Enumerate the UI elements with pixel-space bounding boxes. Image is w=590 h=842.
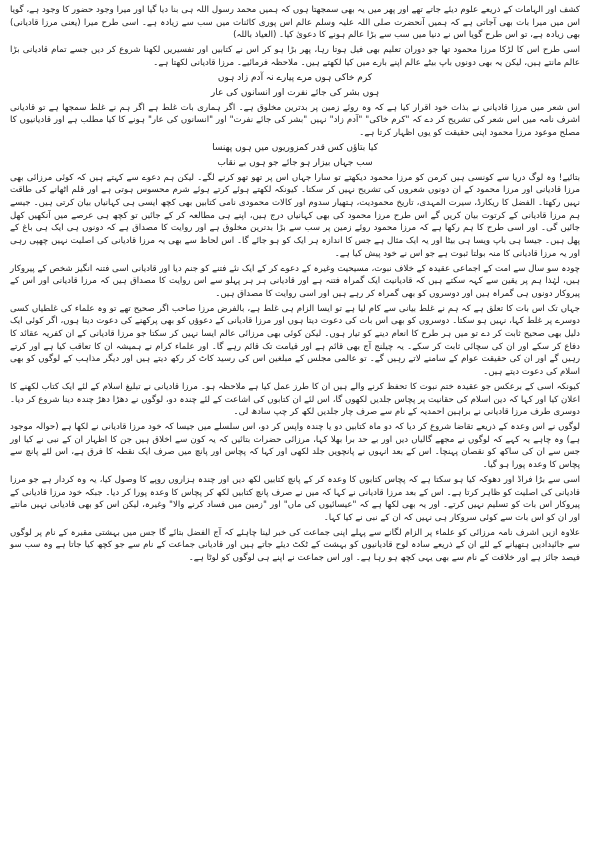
verse-line: کرم خاکی ہوں مرے پیارے نہ آدم زاد ہوں xyxy=(217,72,373,83)
paragraph: کیونکہ اسی کے برعکس جو عقیدہ ختم نبوت کا تحفظ کرنے والے ہیں ان کا طرز عمل کیا ہے ملاحظہ ہو۔ مرزا قادیانی نے تبلیغ اسلام کے لئے ایک کتاب لکھنے کا اعلان کیا اور کہا کہ دین اسلام کی حقانیت پر پچاس جلدیں لکھوں گا، اس لئے ان کتابوں کی اشاعت کے لئے چندہ دو، لوگوں نے دھڑا دھڑ چندہ دینا شروع کر دیا۔ دوسری طرف مرزا قادیانی نے براہین احمدیہ کے نام سے صرف چار جلدیں لکھ کر چپ سادھ لی۔ xyxy=(10,381,580,418)
paragraph: بتائیے! وہ لوگ دریا سے کونسی ہیں کرمن کو مرزا محمود دیکھتے تو سارا جہاں اس پر تھو تھو کرنے لگے۔ لیکن ہم دعوے سے کہتے ہیں کہ کوئی مرزائی بھی مرزا قادیانی اور مرزا محمود کے ان دونوں شعروں کی تشریح نہیں کر سکتا۔ کیونکہ لکھتے ہوئے کرتے ہوئے شرم محسوس ہوتی ہے اور قلم اٹھانے کی طاقت نہیں رکھتا۔ الفضل کا ریکارڈ، سیرت المہدی، تاریخ محمودیت، ہتھیار سدوم اور کالات محمودی نامی کتابیں بھی کچھ ایسی ہی کہانیاں بیان کرتی ہیں۔ جیسے ہم مرزا قادیانی کے کرتوت بیان کریں گے اس طرح مرزا محمود کی بھی کہانیاں درج ہیں، اپنے ہی مطالعہ کر کے جائیں تو کچھ ہی عرصے میں آنکھیں کھل جائیں گی۔ اور اسی طرح کا ہم رکھا ہے کہ مرزا محمود روئے زمین پر سب سے بڑا بدترین مخلوق ہے اور روایت کا مصداق ہے کہ دونوں ہی ایک ہی باغ کے پھل ہیں۔ جیسا ہی باپ ویسا ہی بیٹا اور یہ ایک مثال ہے جس کا اندازہ ہر ایک کو ہو جائے گا۔ اس لحاظ سے بھی یہ مرزا قادیانی کی اصلیت نہیں چھپی رہی اور یہ مرزا قادیانی کا منہ بولتا ثبوت ہے جو اس نے خود پیش کیا ہے۔ xyxy=(10,172,580,259)
paragraph: چودہ سو سال سے امت کے اجماعی عقیدہ کے خلاف نبوت، مسیحیت وغیرہ کے دعوے کر کے ایک نئے فتنے کو جنم دیا اور قادیانی اسی فتنہ انگیز شخص کے پیروکار ہیں، لہٰذا ہم پر یقین سے کہہ سکتے ہیں کہ قادیانیت ایک گمراہ فتنہ ہے اور قادیانی ہر ہر پہلو سے اس روایت کا مصداق ہیں کہ مرزا قادیانی اور اس کے پیروکار دونوں ہی گمراہ ہیں اور دوسروں کو بھی گمراہ کر رہے ہیں اور اسی روایت کا مصداق ہیں۔ xyxy=(10,263,580,299)
verse-line: ہوں بشر کی جائے نفرت اور انسانوں کی عار xyxy=(210,87,380,98)
verse-block xyxy=(10,72,580,100)
paragraph: علاوہ ازیں اشرف نامہ مرزائی کو علماء پر الزام لگانے سے پہلے اپنی جماعت کی خبر لینا چاہئے کہ آج الفضل بتائے گا جس میں بہشتی مقبرہ کے نام پر لوگوں سے جائیدادیں ہتھیانے کے لئے ان کے ذریعے سادہ لوح قادیانیوں کو بہشت کے ٹکٹ دیئے جاتے ہیں اور قادیانی جماعت کے نام سے جو کچھ کیا جاتا ہے وہ سب سو فیصد جائز ہے اور خلافت کے نام سے بھی یہی کچھ ہو رہا ہے۔ اور اس جماعت نے اپنے ہی لوگوں کو لوٹا ہے۔ xyxy=(10,527,580,564)
paragraph: اسی سے بڑا فراڈ اور دھوکہ کیا ہو سکتا ہے کہ پچاس کتابوں کا وعدہ کر کے پانچ کتابیں لکھ دیں اور چندہ ہزاروں روپے کا وصول کیا، یہ وہ کردار ہے جو مرزا قادیانی کی اصلیت کو ظاہر کرتا ہے۔ اس کے بعد مرزا قادیانی نے کہا کہ میں نے صرف پانچ کتابیں لکھ کر پچاس کا وعدہ پورا کر دیا۔ جبکہ خود مرزا قادیانی کے پیروکار اس بات کو تسلیم نہیں کرتے۔ اور یہ بھی لکھا ہے کہ "عیسائیوں کی ماں" اور "زمین میں فساد کرنے والا" وغیرہ، لیکن اس کو بھی قادیانی نہیں مانتے اور ان کو اس بات سے کوئی سروکار ہی نہیں کہ ان کے نبی نے کیا کہا۔ xyxy=(10,474,580,523)
verse-line: کیا بتاؤں کس قدر کمزوریوں میں ہوں پھنسا xyxy=(212,142,378,153)
paragraph: اس شعر میں مرزا قادیانی نے بذات خود اقرار کیا ہے کہ وہ روئے زمین پر بدترین مخلوق ہے۔ اگر ہماری بات غلط ہے اگر ہم نے غلط سمجھا ہے تو قادیانی اشرف نامہ میں اس شعر کی تشریح کر دے کہ "کرم خاکی" "آدم زاد" نہیں "بشر کی جائے نفرت" اور "انسانوں کی عار" ہونے کا کیا مطلب ہے اور قادیانیوں کا مصلح موعود مرزا محمود اپنی حقیقت کو یوں اظہار کرتا ہے۔ xyxy=(10,102,580,138)
paragraph: کشف اور الہامات کے ذریعے علوم دیئے جاتے تھے اور پھر میں یہ بھی سمجھتا ہوں کہ ہمیں محمد رسول اللہ ہی بنا دیا گیا اور میرا وجود حضور کا وجود ہے، گویا اس میں میرا بات بھی آجاتی ہے کہ ہمیں آنحضرت صلی اللہ علیہ وسلم عالم اس پوری کائنات میں سب سے زیادہ ہے۔ اسی طرح میرا (یعنی مرزا قادیانی) بھی زیادہ ہے، تو اس طرح گویا اس نے دنیا میں سب سے بڑا عالم ہونے کا دعویٰ کیا۔ (العیاذ باللہ) xyxy=(10,5,580,41)
paragraph: لوگوں نے اس وعدہ کے ذریعے تقاضا شروع کر دیا کہ دو ماہ کتابیں دو یا چندہ واپس کر دو، اس سلسلے میں جیسا کہ خود مرزا قادیانی نے لکھا ہے (حوالہ موجود ہے) وہ چاہے یہ کہے کہ لوگوں نے مجھے گالیاں دیں اور بے حد برا بھلا کہا، مرزائی حضرات بتائیں کہ یہ کون سے اخلاق ہیں جن کا اظہار ان کے نبی نے کیا اور جس سے ان کی ساکھ کو نقصان پہنچا۔ اس کے بعد انہوں نے پانچویں جلد لکھی اور کہا کہ پچاس اور پانچ میں صرف ایک نقطہ کا فرق ہے، اس لئے پانچ سے پچاس کا وعدہ پورا ہو گیا۔ xyxy=(10,421,580,471)
paragraph: اسی طرح اس کا لڑکا مرزا محمود تھا جو دوران تعلیم بھی فیل ہوتا رہا، پھر بڑا ہو کر اس نے کتابیں اور تفسیریں لکھنا شروع کر دیں جسے تمام قادیانی بڑا عالم مانتے ہیں، لیکن یہ بھی دونوں باپ بیٹے عالم اپنے بارے میں کیا لکھتے ہیں۔ ملاحظہ فرمائیے۔ مرزا قادیانی لکھتا ہے۔ xyxy=(10,45,580,68)
paragraph: جہاں تک اس بات کا تعلق ہے کہ ہم نے غلط بیانی سے کام لیا ہے تو ایسا الزام ہی غلط ہے، بالفرض مرزا صاحب اگر صحیح تھے تو وہ علماء کی غلطیاں کسی دوسرے پر غلط کہا، نہیں ہو سکتا۔ دوسروں کو بھی اس بات کی دعوت دیتا ہوں اور مرزا قادیانی کے دعوؤں کو بھی پرکھنے کی دعوت دیتا ہوں، اگر کوئی ایک دلیل بھی صحیح ثابت کر دے تو میں ہر طرح کا انعام دینے کو تیار ہوں۔ لیکن کوئی بھی مرزائی عالم ایسا نہیں کر سکتا جو مرزا قادیانی کے ان کفریہ عقائد کا دفاع کر سکے اور ان کی سچائی ثابت کر سکے۔ یہ چیلنج آج بھی قائم ہے اور قیامت تک قائم رہے گا۔ اور علماء کرام نے ہمیشہ ان کا تعاقب کیا ہے اور کرتے رہیں گے اور ان کی حقیقت عوام کے سامنے لاتے رہیں گے۔ تو عالمی مجلس کے مبلغین اس کی رسید کاٹ کر رکھ دیتے ہیں اور دیگر مذاہب کے لوگوں کو بھی اسلام کی دعوت دیتے ہیں۔ xyxy=(10,303,580,378)
verse-line: سب جہاں بیزار ہو جائے جو ہوں بے نقاب xyxy=(217,157,373,168)
verse-block xyxy=(10,142,580,170)
document-body xyxy=(10,4,580,565)
